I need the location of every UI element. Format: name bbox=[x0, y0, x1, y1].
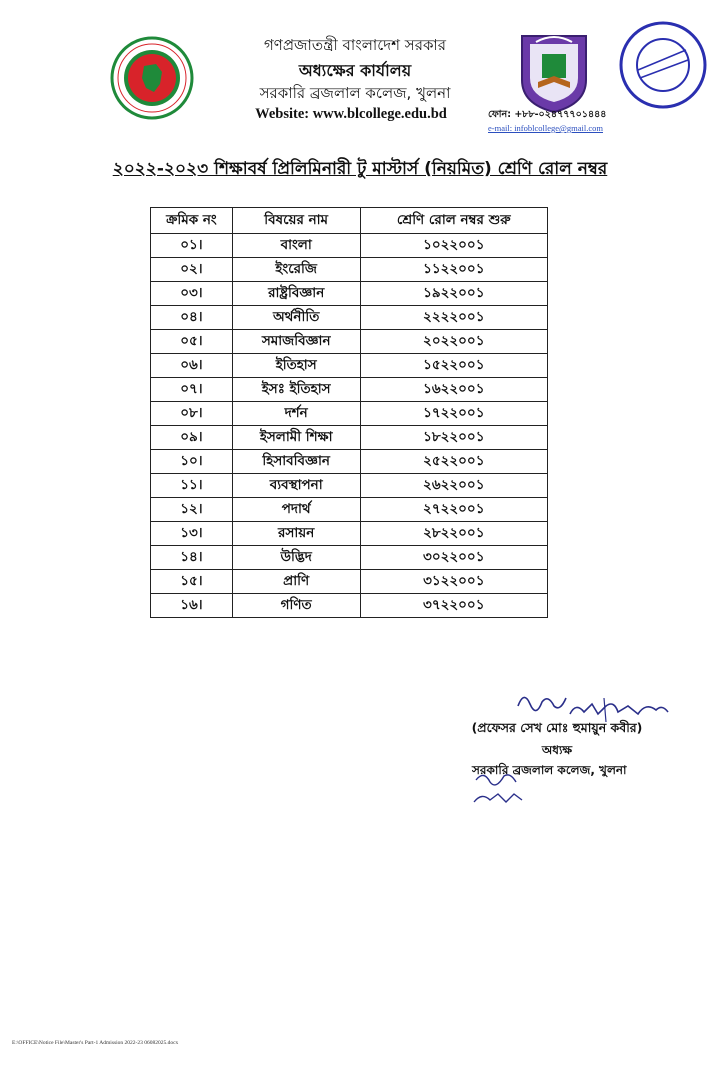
serial-cell: ০৪। bbox=[151, 306, 233, 330]
serial-cell: ১৪। bbox=[151, 546, 233, 570]
subject-cell: রাষ্ট্রবিজ্ঞান bbox=[232, 282, 360, 306]
college-logo-icon bbox=[518, 30, 590, 114]
roll-start-cell: ৩৭২২০০১ bbox=[360, 594, 547, 618]
subject-cell: হিসাববিজ্ঞান bbox=[232, 450, 360, 474]
table-row bbox=[151, 282, 548, 306]
table-row bbox=[151, 378, 548, 402]
handwritten-signature-icon bbox=[506, 684, 676, 724]
signatory-name: (প্রফেসর সেখ মোঃ হুমায়ুন কবীর) bbox=[471, 720, 643, 735]
table-row bbox=[151, 570, 548, 594]
header-phone: ফোন: +৮৮-০২৪৭৭৭০১৪৪৪ bbox=[488, 109, 607, 120]
roll-start-cell: ১১২২০০১ bbox=[360, 258, 547, 282]
subject-cell: দর্শন bbox=[232, 402, 360, 426]
table-row bbox=[151, 306, 548, 330]
roll-start-cell: ১৫২২০০১ bbox=[360, 354, 547, 378]
table-row bbox=[151, 594, 548, 618]
serial-cell: ০৮। bbox=[151, 402, 233, 426]
table-row bbox=[151, 546, 548, 570]
serial-cell: ০৬। bbox=[151, 354, 233, 378]
signatory-institution: সরকারি ব্রজলাল কলেজ, খুলনা bbox=[472, 763, 627, 777]
table-row bbox=[151, 426, 548, 450]
table-header-row bbox=[151, 208, 548, 234]
roll-start-cell: ১৬২২০০১ bbox=[360, 378, 547, 402]
serial-cell: ১১। bbox=[151, 474, 233, 498]
serial-cell: ০৫। bbox=[151, 330, 233, 354]
serial-cell: ০২। bbox=[151, 258, 233, 282]
header-government-name: গণপ্রজাতন্ত্রী বাংলাদেশ সরকার bbox=[263, 36, 447, 54]
column-header-serial: ক্রমিক নং bbox=[151, 208, 233, 234]
roll-start-cell: ৩১২২০০১ bbox=[360, 570, 547, 594]
subject-cell: উদ্ভিদ bbox=[232, 546, 360, 570]
header-college-name: সরকারি ব্রজলাল কলেজ, খুলনা bbox=[259, 84, 451, 102]
handwritten-initials-icon bbox=[470, 768, 530, 808]
column-header-subject: বিষয়ের নাম bbox=[232, 208, 360, 234]
college-stamp-icon bbox=[618, 20, 708, 110]
roll-start-cell: ১০২২০০১ bbox=[360, 234, 547, 258]
table-row bbox=[151, 402, 548, 426]
signatory-designation: অধ্যক্ষ bbox=[541, 743, 573, 757]
serial-cell: ০৩। bbox=[151, 282, 233, 306]
roll-start-cell: ২০২২০০১ bbox=[360, 330, 547, 354]
subject-cell: পদার্থ bbox=[232, 498, 360, 522]
header-website[interactable]: Website: www.blcollege.edu.bd bbox=[255, 106, 447, 122]
subject-cell: ইতিহাস bbox=[232, 354, 360, 378]
serial-cell: ১২। bbox=[151, 498, 233, 522]
subject-cell: ইংরেজি bbox=[232, 258, 360, 282]
serial-cell: ০৭। bbox=[151, 378, 233, 402]
serial-cell: ১৩। bbox=[151, 522, 233, 546]
header-office-name: অধ্যক্ষের কার্যালয় bbox=[298, 61, 412, 80]
column-header-roll-start: শ্রেণি রোল নম্বর শুরু bbox=[360, 208, 547, 234]
subject-cell: ইসলামী শিক্ষা bbox=[232, 426, 360, 450]
serial-cell: ১০। bbox=[151, 450, 233, 474]
subject-cell: রসায়ন bbox=[232, 522, 360, 546]
header-email-link[interactable]: e-mail: infoblcollege@gmail.com bbox=[488, 123, 603, 133]
table-row bbox=[151, 498, 548, 522]
subject-cell: গণিত bbox=[232, 594, 360, 618]
serial-cell: ১৫। bbox=[151, 570, 233, 594]
table-row bbox=[151, 234, 548, 258]
table-row bbox=[151, 258, 548, 282]
subject-cell: প্রাণি bbox=[232, 570, 360, 594]
roll-start-cell: ১৮২২০০১ bbox=[360, 426, 547, 450]
roll-start-cell: ২৫২২০০১ bbox=[360, 450, 547, 474]
roll-number-table bbox=[150, 207, 548, 618]
roll-start-cell: ২৮২২০০১ bbox=[360, 522, 547, 546]
roll-start-cell: ২২২২০০১ bbox=[360, 306, 547, 330]
subject-cell: ইসঃ ইতিহাস bbox=[232, 378, 360, 402]
subject-cell: ব্যবস্থাপনা bbox=[232, 474, 360, 498]
government-seal-icon bbox=[110, 36, 194, 120]
table-row bbox=[151, 522, 548, 546]
serial-cell: ০১। bbox=[151, 234, 233, 258]
table-row bbox=[151, 474, 548, 498]
file-path-footer: E:\OFFICE\Notice File\Master's Part-1 Admission 2022-23 06082025.docx bbox=[12, 1040, 179, 1046]
serial-cell: ১৬। bbox=[151, 594, 233, 618]
roll-start-cell: ২৬২২০০১ bbox=[360, 474, 547, 498]
subject-cell: অর্থনীতি bbox=[232, 306, 360, 330]
roll-start-cell: ১৯২২০০১ bbox=[360, 282, 547, 306]
roll-start-cell: ৩০২২০০১ bbox=[360, 546, 547, 570]
table-row bbox=[151, 354, 548, 378]
roll-start-cell: ২৭২২০০১ bbox=[360, 498, 547, 522]
subject-cell: সমাজবিজ্ঞান bbox=[232, 330, 360, 354]
serial-cell: ০৯। bbox=[151, 426, 233, 450]
subject-cell: বাংলা bbox=[232, 234, 360, 258]
table-row bbox=[151, 330, 548, 354]
document-title: ২০২২-২০২৩ শিক্ষাবর্ষ প্রিলিমিনারী টু মাস্টার্স (নিয়মিত) শ্রেণি রোল নম্বর bbox=[112, 159, 608, 179]
table-row bbox=[151, 450, 548, 474]
roll-start-cell: ১৭২২০০১ bbox=[360, 402, 547, 426]
